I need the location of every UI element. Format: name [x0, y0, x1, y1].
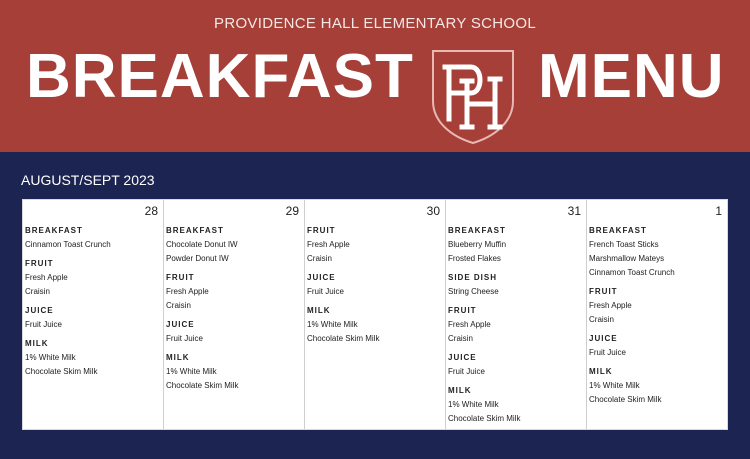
menu-item: Chocolate Skim Milk	[166, 381, 239, 390]
menu-item: Craisin	[25, 287, 50, 296]
section-title: JUICE	[307, 273, 336, 282]
menu-item: Chocolate Skim Milk	[589, 395, 662, 404]
section-title: MILK	[589, 367, 613, 376]
menu-section	[166, 318, 304, 346]
menu-item: Fruit Juice	[589, 348, 626, 357]
day-date: 28	[144, 204, 158, 218]
menu-item: Chocolate Skim Milk	[307, 334, 380, 343]
menu-section	[25, 337, 163, 379]
section-title: BREAKFAST	[25, 226, 83, 235]
section-title: FRUIT	[448, 306, 477, 315]
menu-item: 1% White Milk	[25, 353, 76, 362]
menu-item: Craisin	[307, 254, 332, 263]
title-breakfast: BREAKFAST	[26, 42, 414, 111]
menu-item: Fresh Apple	[25, 273, 68, 282]
menu-section	[166, 271, 304, 313]
menu-section	[589, 224, 727, 280]
day-date: 1	[715, 204, 722, 218]
menu-section	[448, 224, 586, 266]
menu-item: French Toast Sticks	[589, 240, 659, 249]
section-title: BREAKFAST	[166, 226, 224, 235]
day-column	[586, 200, 727, 429]
title-menu: MENU	[538, 42, 725, 111]
menu-section	[166, 351, 304, 393]
menu-item: Fruit Juice	[25, 320, 62, 329]
day-column	[23, 200, 163, 429]
section-title: MILK	[307, 306, 331, 315]
day-date: 31	[567, 204, 581, 218]
menu-item: Craisin	[589, 315, 614, 324]
section-title: JUICE	[25, 306, 54, 315]
menu-item: Frosted Flakes	[448, 254, 501, 263]
menu-section	[25, 224, 163, 252]
day-date: 30	[426, 204, 440, 218]
menu-item: Fresh Apple	[589, 301, 632, 310]
section-title: BREAKFAST	[589, 226, 647, 235]
menu-item: Fruit Juice	[448, 367, 485, 376]
section-title: FRUIT	[166, 273, 195, 282]
menu-item: 1% White Milk	[589, 381, 640, 390]
menu-item: Fruit Juice	[307, 287, 344, 296]
menu-section	[448, 384, 586, 426]
menu-section	[589, 365, 727, 407]
menu-section	[589, 332, 727, 360]
menu-item: Blueberry Muffin	[448, 240, 507, 249]
menu-item: String Cheese	[448, 287, 499, 296]
day-column	[163, 200, 304, 429]
school-crest-icon	[431, 49, 515, 145]
section-title: BREAKFAST	[448, 226, 506, 235]
menu-section	[307, 224, 445, 266]
menu-item: Fruit Juice	[166, 334, 203, 343]
section-title: MILK	[25, 339, 49, 348]
menu-section	[25, 304, 163, 332]
section-title: FRUIT	[307, 226, 336, 235]
menu-item: Cinnamon Toast Crunch	[25, 240, 111, 249]
section-title: MILK	[166, 353, 190, 362]
menu-section	[448, 351, 586, 379]
menu-item: Marshmallow Mateys	[589, 254, 665, 263]
menu-item: 1% White Milk	[307, 320, 358, 329]
section-title: SIDE DISH	[448, 273, 498, 282]
menu-item: Chocolate Skim Milk	[25, 367, 98, 376]
menu-item: 1% White Milk	[448, 400, 499, 409]
section-title: JUICE	[589, 334, 618, 343]
header-banner	[0, 0, 750, 152]
menu-item: Chocolate Donut IW	[166, 240, 238, 249]
school-name: PROVIDENCE HALL ELEMENTARY SCHOOL	[214, 15, 536, 32]
menu-item: Fresh Apple	[166, 287, 209, 296]
menu-calendar	[22, 199, 728, 430]
menu-item: Craisin	[166, 301, 191, 310]
day-column	[445, 200, 586, 429]
menu-section	[307, 271, 445, 299]
day-date: 29	[285, 204, 299, 218]
month-label: AUGUST/SEPT 2023	[21, 172, 155, 188]
section-title: JUICE	[166, 320, 195, 329]
menu-item: Craisin	[448, 334, 473, 343]
menu-item: Powder Donut IW	[166, 254, 229, 263]
menu-section	[589, 285, 727, 327]
menu-item: Cinnamon Toast Crunch	[589, 268, 675, 277]
menu-section	[448, 304, 586, 346]
section-title: FRUIT	[589, 287, 618, 296]
menu-item: Fresh Apple	[307, 240, 350, 249]
menu-item: Fresh Apple	[448, 320, 491, 329]
menu-section	[166, 224, 304, 266]
menu-section	[448, 271, 586, 299]
section-title: MILK	[448, 386, 472, 395]
menu-item: Chocolate Skim Milk	[448, 414, 521, 423]
section-title: JUICE	[448, 353, 477, 362]
menu-section	[307, 304, 445, 346]
menu-item: 1% White Milk	[166, 367, 217, 376]
day-column	[304, 200, 445, 429]
menu-section	[25, 257, 163, 299]
section-title: FRUIT	[25, 259, 54, 268]
